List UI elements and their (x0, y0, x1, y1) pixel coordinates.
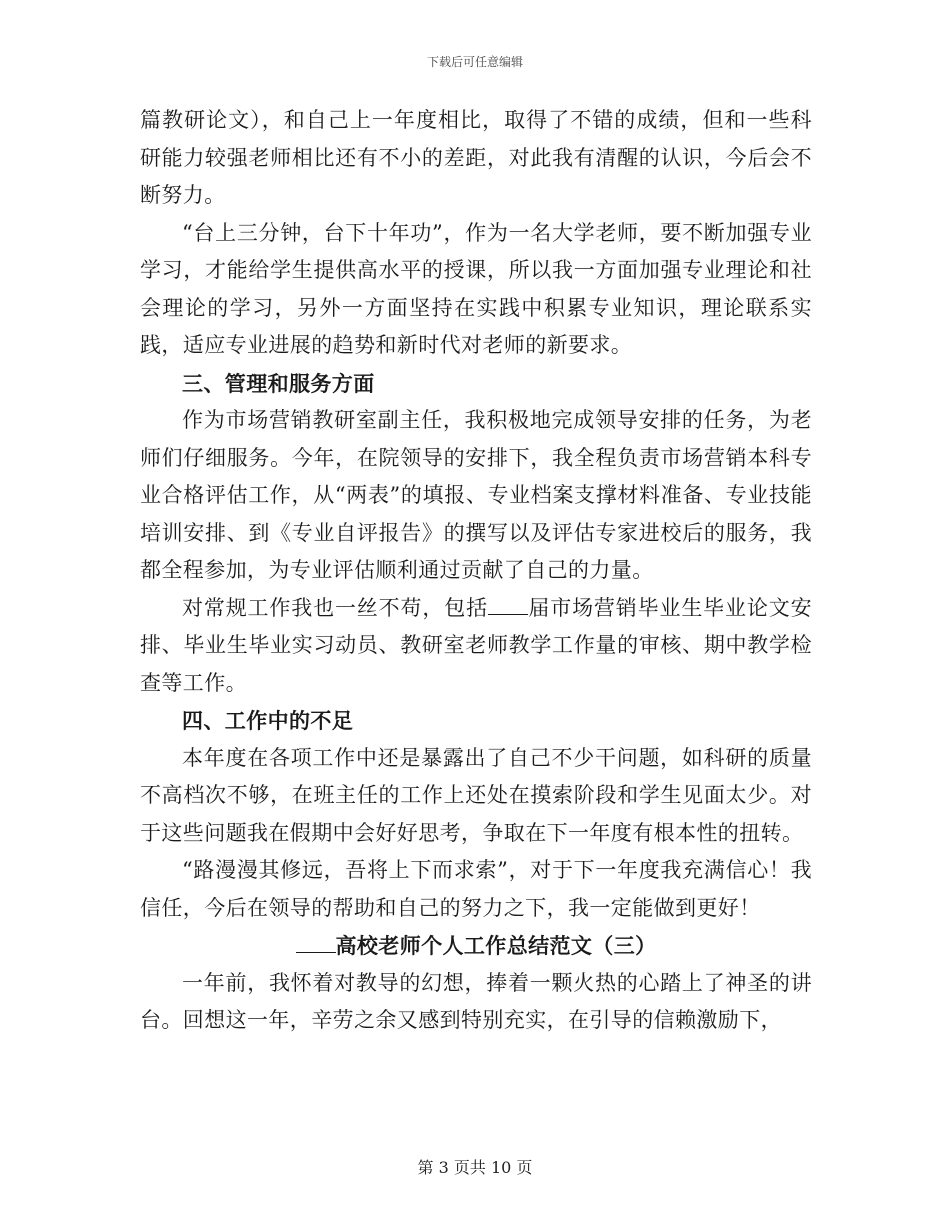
page-footer: 第 3 页共 10 页 (417, 1158, 533, 1177)
paragraph-outlook: “路漫漫其修远，吾将上下而求索”，对于下一年度我充满信心！我信任，今后在领导的帮助和自己的努力之下，我一定能做到更好！ (140, 858, 812, 920)
section-heading-management: 三、管理和服务方面 (182, 370, 375, 396)
paragraph-management: 作为市场营销教研室副主任，我积极地完成领导安排的任务，为老师们仔细服务。今年，在院领导的安排下，我全程负责市场营销本科专业合格评估工作，从“两表”的填报、专业档案支撑材料准备、专业技能培训安排、到《专业自评报告》的撰写以及评估专家进校后的服务，我都全程参加，为专业评估顺利通过贡献了自己的力量。 (140, 408, 812, 582)
paragraph-routine-work (140, 590, 812, 703)
title-blank-underline (296, 934, 336, 953)
routine-text-start: 对常规工作我也一丝不苟，包括 (182, 595, 488, 620)
blank-underline (488, 596, 528, 615)
article-title (140, 927, 812, 965)
section-heading-shortcomings: 四、工作中的不足 (182, 708, 354, 733)
paragraph-intro: 一年前，我怀着对教导的幻想，捧着一颗火热的心踏上了神圣的讲台。回想这一年，辛劳之余又感到特别充实，在引导的信赖激励下， (140, 970, 812, 1032)
page-header: 下载后可任意编辑 (426, 55, 523, 69)
routine-text-end: 届市场营销毕业生毕业论文安排、毕业生毕业实习动员、教研室老师教学工作量的审核、期中教学检查等工作。 (140, 595, 812, 695)
paragraph-shortcomings: 本年度在各项工作中还是暴露出了自己不少干问题，如科研的质量不高档次不够，在班主任的工作上还处在摸索阶段和学生见面太少。对于这些问题我在假期中会好好思考，争取在下一年度有根本性的扭转。 (140, 745, 812, 845)
document-body (140, 102, 812, 1040)
paragraph-study: “台上三分钟，台下十年功”，作为一名大学老师，要不断加强专业学习，才能给学生提供高水平的授课，所以我一方面加强专业理论和社会理论的学习，另外一方面坚持在实践中积累专业知识，理论联系实践，适应专业进展的趋势和新时代对老师的新要求。 (140, 220, 812, 357)
paragraph-research: 篇教研论文），和自己上一年度相比，取得了不错的成绩，但和一些科研能力较强老师相比还有不小的差距，对此我有清醒的认识，今后会不断努力。 (140, 108, 812, 207)
article-title-text: 高校老师个人工作总结范文（三） (335, 933, 657, 958)
